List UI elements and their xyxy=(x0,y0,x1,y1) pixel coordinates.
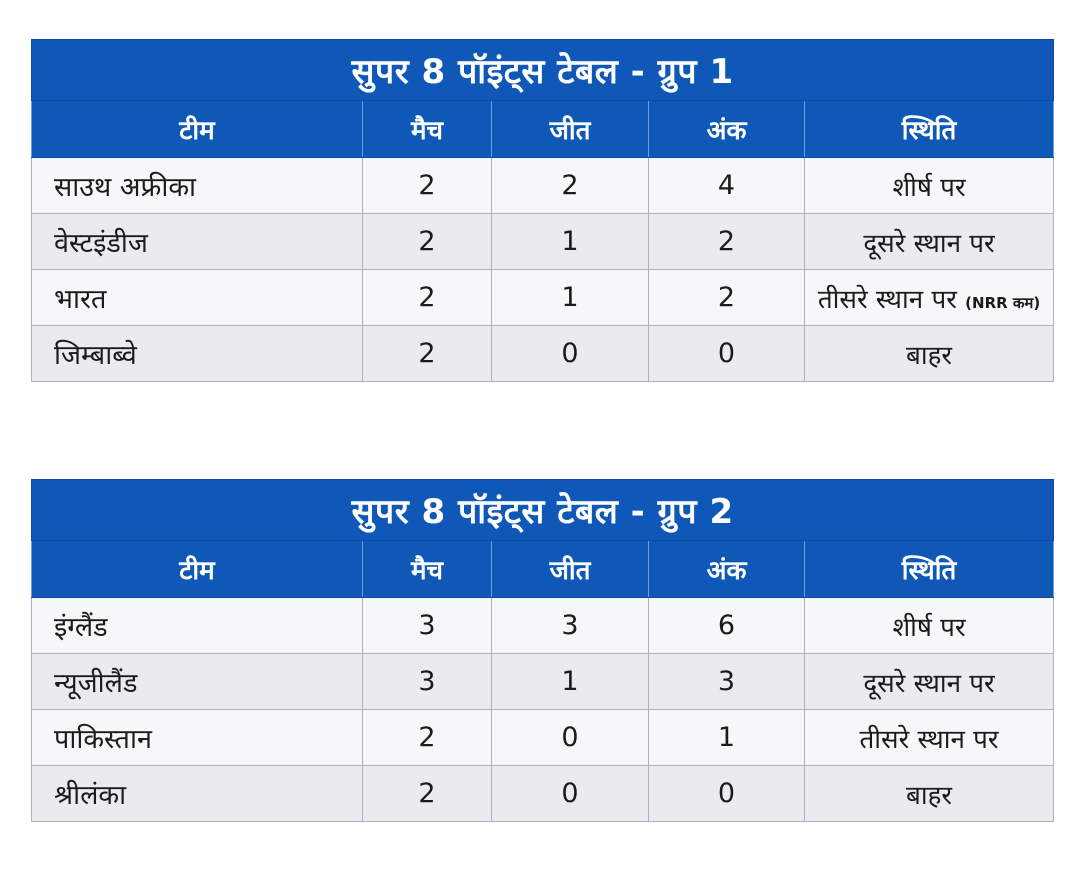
won-column-header: जीत xyxy=(492,101,649,158)
won-value: 1 xyxy=(492,270,649,326)
table-row xyxy=(32,766,1054,822)
won-value: 0 xyxy=(492,710,649,766)
status-text: शीर्ष पर xyxy=(892,172,966,203)
matches-value: 2 xyxy=(363,710,492,766)
matches-value: 2 xyxy=(363,270,492,326)
points-value: 6 xyxy=(649,598,805,654)
status-column-header: स्थिति xyxy=(805,101,1054,158)
won-column-header: जीत xyxy=(492,541,649,598)
matches-value: 3 xyxy=(363,654,492,710)
points-value: 0 xyxy=(649,326,805,382)
table-row xyxy=(32,598,1054,654)
points-value: 4 xyxy=(649,158,805,214)
team-name: वेस्टइंडीज xyxy=(32,214,363,270)
points-value: 1 xyxy=(649,710,805,766)
matches-value: 2 xyxy=(363,158,492,214)
won-value: 3 xyxy=(492,598,649,654)
status-text: शीर्ष पर xyxy=(892,612,966,643)
matches-value: 2 xyxy=(363,214,492,270)
status-text: दूसरे स्थान पर xyxy=(863,668,995,699)
won-value: 0 xyxy=(492,766,649,822)
group-1-header-row xyxy=(32,101,1054,158)
table-row xyxy=(32,270,1054,326)
group-2-points-table xyxy=(31,479,1054,822)
status-column-header: स्थिति xyxy=(805,541,1054,598)
status-note: (NRR कम) xyxy=(965,293,1041,312)
matches-value: 2 xyxy=(363,326,492,382)
status-value xyxy=(805,766,1054,822)
status-text: तीसरे स्थान पर xyxy=(817,284,957,315)
matches-value: 3 xyxy=(363,598,492,654)
won-value: 1 xyxy=(492,654,649,710)
team-column-header: टीम xyxy=(32,101,363,158)
team-name: श्रीलंका xyxy=(32,766,363,822)
team-name: भारत xyxy=(32,270,363,326)
points-column-header: अंक xyxy=(649,101,805,158)
team-name: न्यूजीलैंड xyxy=(32,654,363,710)
status-text: बाहर xyxy=(906,780,953,811)
table-row xyxy=(32,710,1054,766)
status-text: तीसरे स्थान पर xyxy=(859,724,999,755)
status-value xyxy=(805,158,1054,214)
table-row xyxy=(32,326,1054,382)
status-value xyxy=(805,270,1054,326)
status-value xyxy=(805,654,1054,710)
team-name: साउथ अफ्रीका xyxy=(32,158,363,214)
table-row xyxy=(32,214,1054,270)
points-value: 2 xyxy=(649,214,805,270)
table-row xyxy=(32,158,1054,214)
table-row xyxy=(32,654,1054,710)
won-value: 1 xyxy=(492,214,649,270)
group-2-title: सुपर 8 पॉइंट्स टेबल - ग्रुप 2 xyxy=(32,480,1054,541)
status-value xyxy=(805,214,1054,270)
status-value xyxy=(805,710,1054,766)
group-2-header-row xyxy=(32,541,1054,598)
matches-column-header: मैच xyxy=(363,541,492,598)
won-value: 2 xyxy=(492,158,649,214)
group-1-title: सुपर 8 पॉइंट्स टेबल - ग्रुप 1 xyxy=(32,40,1054,101)
team-name: पाकिस्तान xyxy=(32,710,363,766)
matches-column-header: मैच xyxy=(363,101,492,158)
points-value: 2 xyxy=(649,270,805,326)
points-column-header: अंक xyxy=(649,541,805,598)
status-value xyxy=(805,598,1054,654)
points-value: 0 xyxy=(649,766,805,822)
status-text: बाहर xyxy=(906,340,953,371)
status-value xyxy=(805,326,1054,382)
status-text: दूसरे स्थान पर xyxy=(863,228,995,259)
matches-value: 2 xyxy=(363,766,492,822)
points-value: 3 xyxy=(649,654,805,710)
team-name: जिम्बाब्वे xyxy=(32,326,363,382)
team-column-header: टीम xyxy=(32,541,363,598)
group-1-points-table xyxy=(31,39,1054,382)
won-value: 0 xyxy=(492,326,649,382)
team-name: इंग्लैंड xyxy=(32,598,363,654)
